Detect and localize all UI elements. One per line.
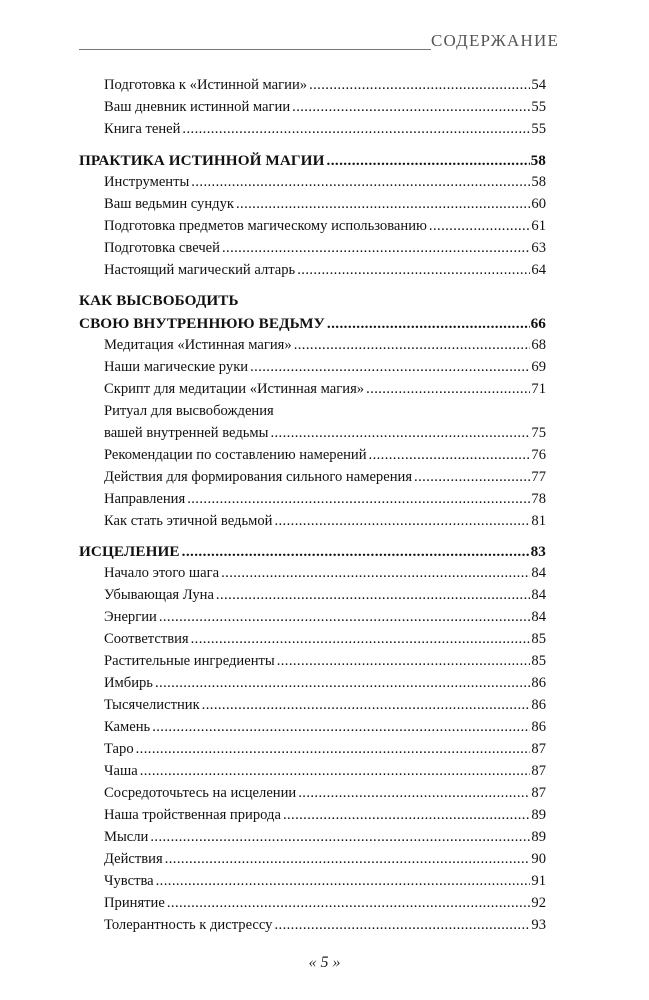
dot-leader: [298, 783, 530, 804]
toc-entry[interactable]: [104, 119, 546, 140]
dot-leader: [429, 216, 530, 237]
toc-entry[interactable]: [104, 607, 546, 628]
dot-leader: [366, 379, 530, 400]
dot-leader: [221, 563, 530, 584]
toc-entry-page: 89: [531, 807, 546, 823]
dot-leader: [294, 335, 531, 356]
dot-leader: [250, 357, 530, 378]
dot-leader: [202, 695, 531, 716]
toc-entry-title: вашей внутренней ведьмы: [104, 425, 269, 441]
toc-entry[interactable]: [104, 489, 546, 510]
toc-entry-page: 81: [531, 513, 546, 529]
toc-entry-page: 87: [531, 785, 546, 801]
toc-section-page: 66: [530, 315, 546, 332]
dot-leader: [270, 423, 530, 444]
page-number: « 5 »: [308, 954, 341, 971]
toc-entry[interactable]: [104, 467, 546, 488]
toc-entry[interactable]: [104, 783, 546, 804]
toc-entry-title: Как стать этичной ведьмой: [104, 513, 273, 529]
toc-entry-page: 76: [531, 447, 546, 463]
toc-section-title: ИСЦЕЛЕНИЕ: [79, 543, 180, 560]
toc-entry[interactable]: [104, 238, 546, 259]
toc-entry-page: 64: [531, 262, 546, 278]
dot-leader: [165, 849, 531, 870]
toc-section-page: 83: [530, 543, 546, 560]
dot-leader: [236, 194, 530, 215]
toc-entry-page: 90: [531, 851, 546, 867]
toc-entry-title: Подготовка предметов магическому использованию: [104, 218, 427, 234]
toc-entry-title: Чаша: [104, 763, 138, 779]
header-title: СОДЕРЖАНИЕ: [431, 31, 560, 50]
toc-entry-title: Принятие: [104, 895, 165, 911]
dot-leader: [222, 238, 530, 259]
toc-entry-page: 58: [531, 174, 546, 190]
toc-section-title-line1: КАК ВЫСВОБОДИТЬ: [79, 292, 239, 309]
toc-entry-page: 77: [531, 469, 546, 485]
toc-entry-title: Ваш ведьмин сундук: [104, 196, 234, 212]
dot-leader: [136, 739, 531, 760]
toc-entry[interactable]: [104, 194, 546, 215]
toc-entry-title: Камень: [104, 719, 151, 735]
toc-entry-page: 86: [531, 675, 546, 691]
toc-entry-title: Чувства: [104, 873, 154, 889]
dot-leader: [414, 467, 530, 488]
toc-entry[interactable]: [104, 379, 546, 400]
dot-leader: [155, 673, 530, 694]
toc-entry[interactable]: [104, 739, 546, 760]
toc-entry-title: Скрипт для медитации «Истинная магия»: [104, 381, 365, 397]
toc-entry-title: Начало этого шага: [104, 565, 220, 581]
toc-entry-title: Направления: [104, 491, 186, 507]
toc-entry-page: 55: [531, 99, 546, 115]
toc-entry-title: Подготовка свечей: [104, 240, 220, 256]
dot-leader: [191, 629, 531, 650]
toc-entry-page: 84: [531, 565, 546, 581]
toc-entry-title: Имбирь: [104, 675, 153, 691]
toc-entry-title: Убывающая Луна: [104, 587, 214, 603]
toc-entry-title: Настоящий магический алтарь: [104, 262, 296, 278]
toc-entry[interactable]: [104, 805, 546, 826]
toc-entry-page: 87: [531, 741, 546, 757]
toc-entry[interactable]: [104, 871, 546, 892]
toc-entry-page: 75: [531, 425, 546, 441]
toc-entry-title: Рекомендации по составлению намерений: [104, 447, 367, 463]
toc-section[interactable]: [79, 541, 546, 562]
toc-entry-page: 84: [531, 587, 546, 603]
dot-leader: [327, 150, 530, 171]
toc-entry[interactable]: [104, 585, 546, 606]
toc-entry[interactable]: [104, 629, 546, 650]
toc-section-title: СВОЮ ВНУТРЕННЮЮ ВЕДЬМУ: [79, 315, 325, 332]
toc-section[interactable]: [79, 313, 546, 334]
header-rule: [79, 49, 431, 50]
toc-entry[interactable]: [104, 357, 546, 378]
toc-entry-page: 93: [531, 917, 546, 933]
toc-entry[interactable]: [104, 563, 546, 584]
toc-entry-title: Наши магические руки: [104, 359, 249, 375]
toc-entry[interactable]: [104, 97, 546, 118]
toc-entry[interactable]: [104, 915, 546, 936]
toc-entry-page: 69: [531, 359, 546, 375]
dot-leader: [187, 489, 530, 510]
toc-entry-title: Медитация «Истинная магия»: [104, 337, 292, 353]
dot-leader: [182, 119, 530, 140]
dot-leader: [327, 313, 530, 334]
toc-section[interactable]: [79, 150, 546, 171]
toc-entry-title: Действия: [104, 851, 163, 867]
dot-leader: [216, 585, 530, 606]
dot-leader: [191, 172, 530, 193]
toc-entry[interactable]: [104, 335, 546, 356]
toc-entry-page: 61: [531, 218, 546, 234]
dot-leader: [167, 893, 531, 914]
toc-entry-title: Таро: [104, 741, 134, 757]
toc-entry-title: Наша тройственная природа: [104, 807, 281, 823]
dot-leader: [292, 97, 530, 118]
toc-entry-title: Мысли: [104, 829, 149, 845]
toc-entry-page: 87: [531, 763, 546, 779]
toc-section-page: 58: [530, 152, 546, 169]
dot-leader: [297, 260, 530, 281]
toc-entry[interactable]: [104, 695, 546, 716]
toc-entry[interactable]: [104, 445, 546, 466]
toc-entry[interactable]: [104, 651, 546, 672]
toc-entry-page: 60: [531, 196, 546, 212]
toc-entry-title: Соответствия: [104, 631, 189, 647]
dot-leader: [159, 607, 531, 628]
toc-entry-page: 86: [531, 719, 546, 735]
toc-entry-title: Подготовка к «Истинной магии»: [104, 77, 308, 93]
toc-entry-title: Ваш дневник истинной магии: [104, 99, 291, 115]
dot-leader: [274, 511, 530, 532]
toc-entry-page: 63: [531, 240, 546, 256]
dot-leader: [150, 827, 530, 848]
dot-leader: [182, 541, 530, 562]
toc-entry[interactable]: [104, 260, 546, 281]
toc-entry[interactable]: [104, 511, 546, 532]
toc-entry-page: 54: [531, 77, 546, 93]
toc-entry-title: Действия для формирования сильного намерения: [104, 469, 413, 485]
toc-entry-page: 84: [531, 609, 546, 625]
toc-entry-title: Инструменты: [104, 174, 190, 190]
toc-entry[interactable]: [104, 893, 546, 914]
dot-leader: [277, 651, 531, 672]
dot-leader: [369, 445, 531, 466]
toc-entry[interactable]: [104, 673, 546, 694]
dot-leader: [156, 871, 531, 892]
toc-entry-title: Тысячелистник: [104, 697, 200, 713]
toc-entry[interactable]: [104, 423, 546, 444]
toc-entry[interactable]: [104, 172, 546, 193]
dot-leader: [152, 717, 530, 738]
toc-section-title: ПРАКТИКА ИСТИННОЙ МАГИИ: [79, 152, 325, 169]
dot-leader: [283, 805, 530, 826]
dot-leader: [309, 75, 530, 96]
dot-leader: [274, 915, 530, 936]
toc-entry-page: 86: [531, 697, 546, 713]
toc-entry[interactable]: [104, 827, 546, 848]
toc-entry[interactable]: [104, 761, 546, 782]
toc-entry-title: Растительные ингредиенты: [104, 653, 275, 669]
toc-entry-page: 68: [531, 337, 546, 353]
dot-leader: [140, 761, 531, 782]
toc-entry-page: 85: [531, 653, 546, 669]
toc-entry-page: 71: [531, 381, 546, 397]
toc-entry[interactable]: [104, 216, 546, 237]
toc-entry-title: Книга теней: [104, 121, 181, 137]
toc-entry-page: 55: [531, 121, 546, 137]
toc-entry[interactable]: [104, 849, 546, 870]
toc-entry-title: Энергии: [104, 609, 157, 625]
toc-entry[interactable]: [104, 717, 546, 738]
toc-entry-page: 85: [531, 631, 546, 647]
toc-entry-title: Толерантность к дистрессу: [104, 917, 273, 933]
toc-entry-title: Сосредоточьтесь на исцелении: [104, 785, 297, 801]
toc-entry-page: 78: [531, 491, 546, 507]
toc-entry-page: 92: [531, 895, 546, 911]
toc-entry-title-line1: Ритуал для высвобождения: [104, 403, 274, 419]
toc-entry-page: 91: [531, 873, 546, 889]
toc-entry-page: 89: [531, 829, 546, 845]
toc-entry[interactable]: [104, 75, 546, 96]
